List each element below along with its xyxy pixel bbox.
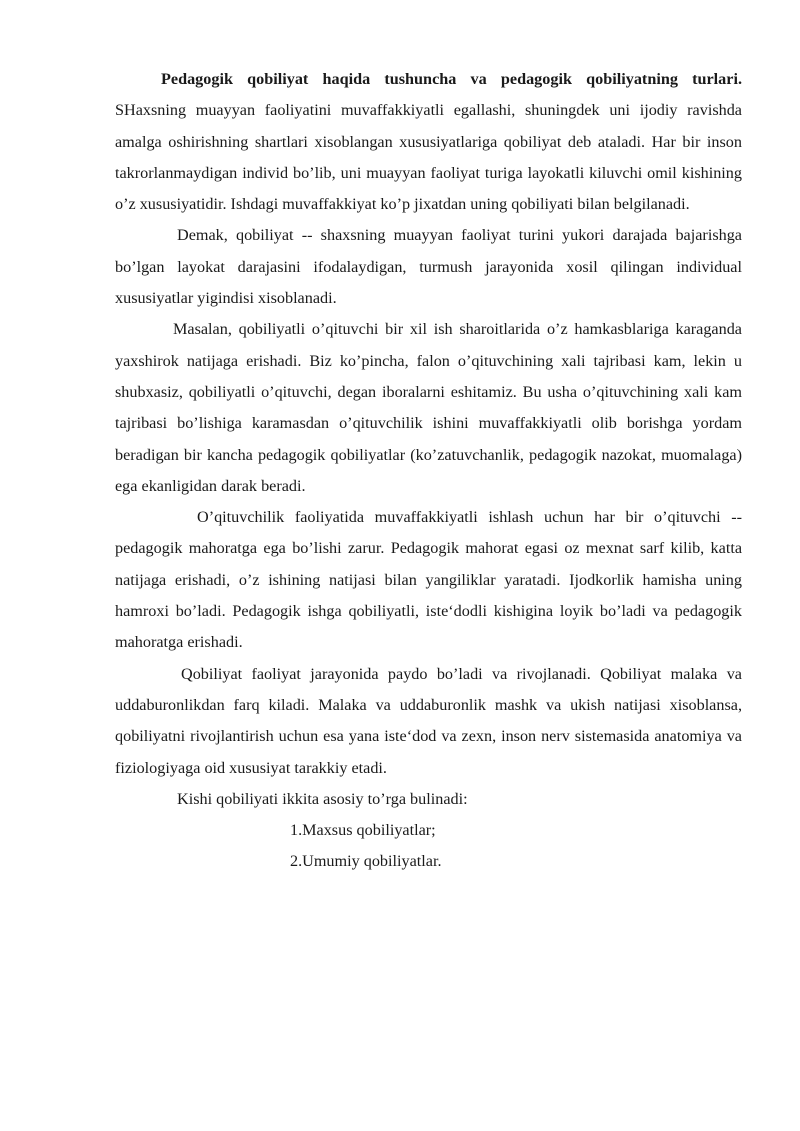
intro-paragraph bbox=[115, 64, 742, 220]
document-body bbox=[115, 64, 742, 878]
ability-list bbox=[115, 815, 742, 878]
section-heading: Pedagogik qobiliyat haqida tushuncha va pedagogik qobiliyatning turlari. bbox=[161, 70, 742, 88]
list-item: 2.Umumiy qobiliyatlar. bbox=[290, 852, 442, 871]
list-item: 1.Maxsus qobiliyatlar; bbox=[290, 821, 436, 840]
paragraph: Qobiliyat faoliyat jarayonida paydo bo’ladi va rivojlanadi. Qobiliyat malaka va uddaburonlikdan farq kiladi. Malaka va uddaburonlik mashk va ukish natijasi xisoblansa, qobiliyatni rivojlantirish uchun esa yana iste‘dod va zexn, inson nerv sistemasida anatomiya va fiziologiyaga oid xususiyat tarakkiy etadi. bbox=[115, 664, 742, 777]
list-intro: Kishi qobiliyati ikkita asosiy to’rga bulinadi: bbox=[177, 789, 468, 808]
paragraph: Masalan, qobiliyatli o’qituvchi bir xil ish sharoitlarida o’z hamkasblariga karaganda yaxshirok natijaga erishadi. Biz ko’pincha, falon o’qituvchining xali tajribasi kam, lekin u shubxasiz, qobiliyatli o’qituvchi, degan iboralarni eshitamiz. Bu usha o’qituvchining xali kam tajribasi bo’lishiga karamasdan o’qituvchilik ishini muvaffakkiyatli olib borishga yordam beradigan bir kancha pedagogik qobiliyatlar (ko’zatuvchanlik, pedagogik nazokat, muomalaga) ega ekanligidan darak beradi. bbox=[115, 320, 742, 495]
paragraph-text: SHaxsning muayyan faoliyatini muvaffakkiyatli egallashi, shuningdek uni ijodiy ravishda amalga oshirishning shartlari xisoblangan xususiyatlariga qobiliyat deb ataladi. Har bir inson takrorlanmaydigan individ bo’lib, uni muayyan faoliyat turiga layokatli kiluvchi omil kishining o’z xususiyatidir. Ishdagi muvaffakkiyat ko’p jixatdan uning qobiliyati bilan belgilanadi. bbox=[115, 101, 742, 214]
paragraph: Demak, qobiliyat -- shaxsning muayyan faoliyat turini yukori darajada bajarishga bo’lgan layokat darajasini ifodalaydigan, turmush jarayonida xosil qilingan individual xususiyatlar yigindisi xisoblanadi. bbox=[115, 226, 742, 308]
paragraph: O’qituvchilik faoliyatida muvaffakkiyatli ishlash uchun har bir o’qituvchi -- pedagogik mahoratga ega bo’lishi zarur. Pedagogik mahorat egasi oz mexnat sarf kilib, katta natijaga erishadi, o’z ishining natijasi bilan yangiliklar yaratadi. Ijodkorlik hamisha uning hamroxi bo’ladi. Pedagogik ishga qobiliyatli, iste‘dodli kishigina loyik bo’ladi va pedagogik mahoratga erishadi. bbox=[115, 508, 742, 652]
